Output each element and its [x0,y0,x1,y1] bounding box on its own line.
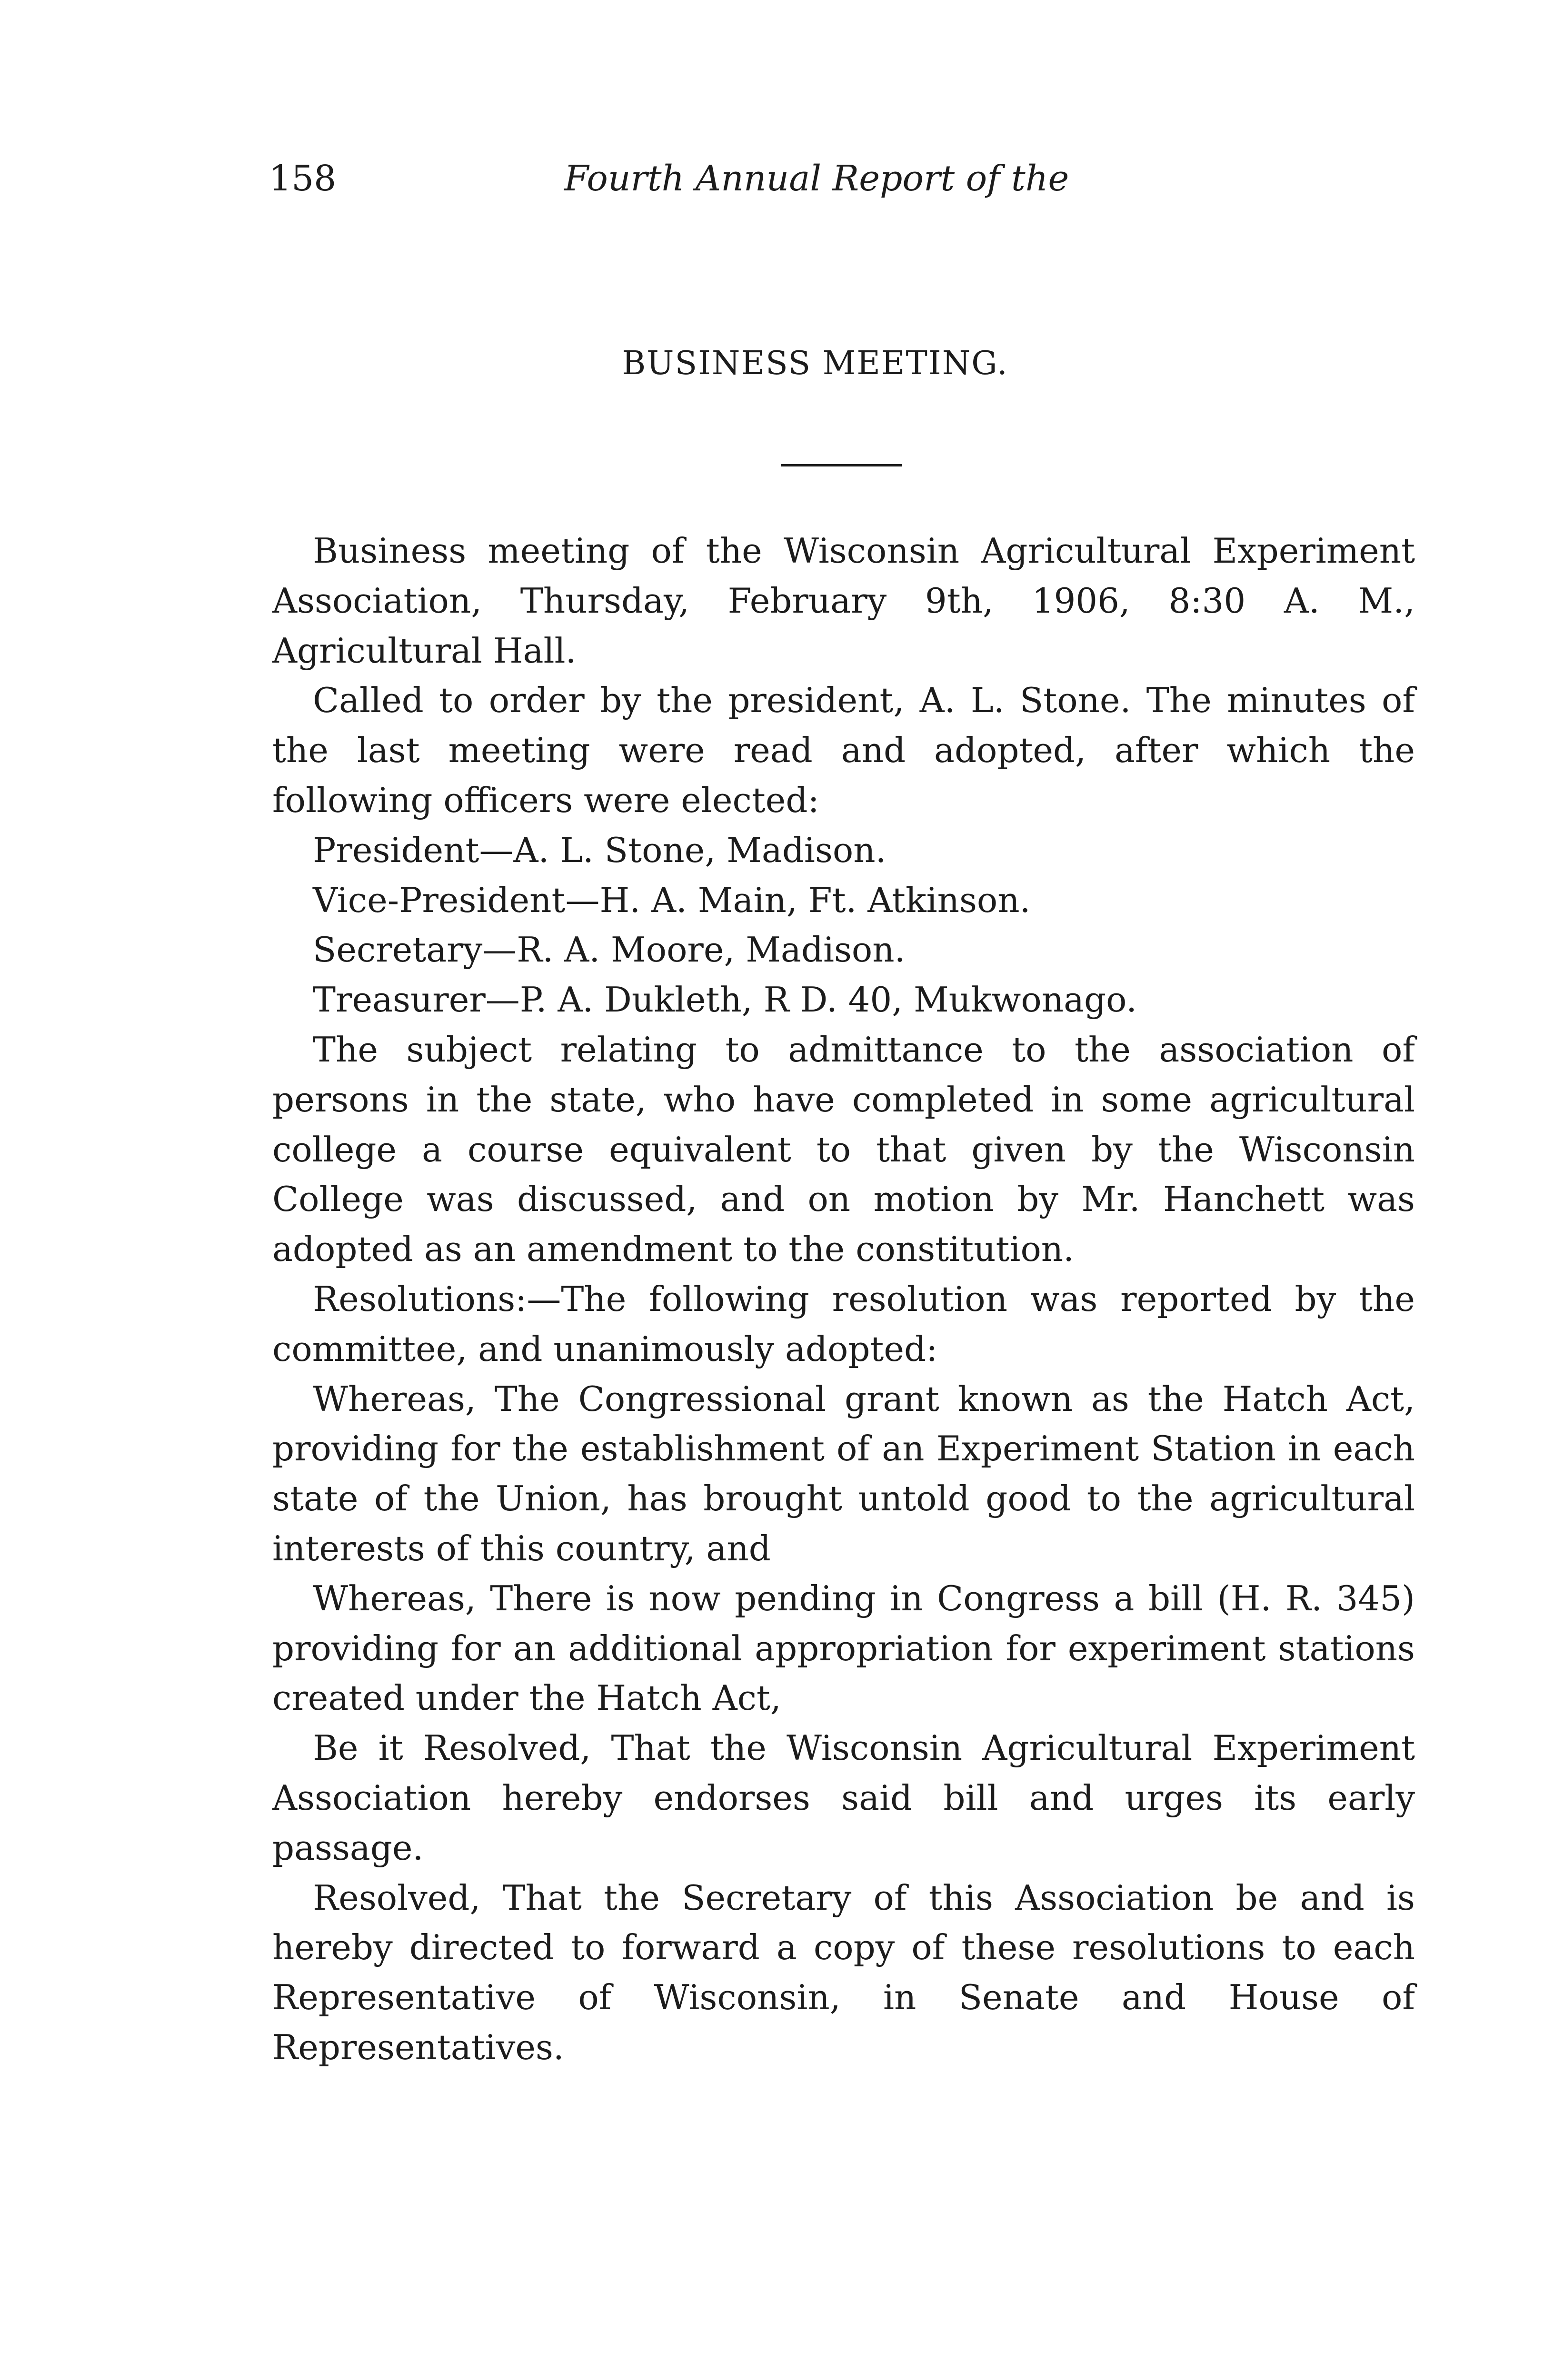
officer-treasurer: Treasurer—P. A. Dukleth, R D. 40, Mukwonago. [313,980,1137,1020]
running-head: Fourth Annual Report of the [564,158,1069,199]
officer-secretary: Secretary—R. A. Moore, Madison. [313,930,906,970]
heading-rule [781,464,902,466]
paragraph-resolved-forward: Resolved, That the Secretary of this Association be and is hereby directed to forward a copy of these resolutions to each Representative of Wisconsin, in Senate and House of Representatives. [272,1877,1415,2067]
paragraph-whereas-hatch-act: Whereas, The Congressional grant known as the Hatch Act, providing for the establishment of an Experiment Station in each state of the Union, has brought untold good to the agricultural interests of this country, and [272,1378,1415,1568]
paragraph-call-to-order: Called to order by the president, A. L. Stone. The minutes of the last meeting were read and adopted, after which the following officers were elected: [272,680,1415,820]
paragraph-be-it-resolved: Be it Resolved, That the Wisconsin Agricultural Experiment Association hereby endorses said bill and urges its early passage. [272,1728,1415,1868]
section-title: BUSINESS MEETING. [622,345,1008,382]
paragraph-whereas-pending-bill: Whereas, There is now pending in Congress a bill (H. R. 345) providing for an additional appropriation for experiment stations created under the Hatch Act, [272,1578,1415,1718]
paragraph-resolutions: Resolutions:—The following resolution was reported by the committee, and unanimously adopted: [272,1279,1415,1369]
officer-president: President—A. L. Stone, Madison. [313,830,887,870]
body-text [272,526,1415,2073]
paragraph-meeting-intro: Business meeting of the Wisconsin Agricultural Experiment Association, Thursday, February 9th, 1906, 8:30 A. M., Agricultural Hall. [272,531,1415,671]
paragraph-admittance: The subject relating to admittance to the association of persons in the state, who have completed in some agricultural college a course equivalent to that given by the Wisconsin College was discussed, and on motion by Mr. Hanchett was adopted as an amendment to the constitution. [272,1029,1415,1269]
page-number: 158 [269,158,337,199]
officer-vice-president: Vice-President—H. A. Main, Ft. Atkinson. [313,880,1031,920]
